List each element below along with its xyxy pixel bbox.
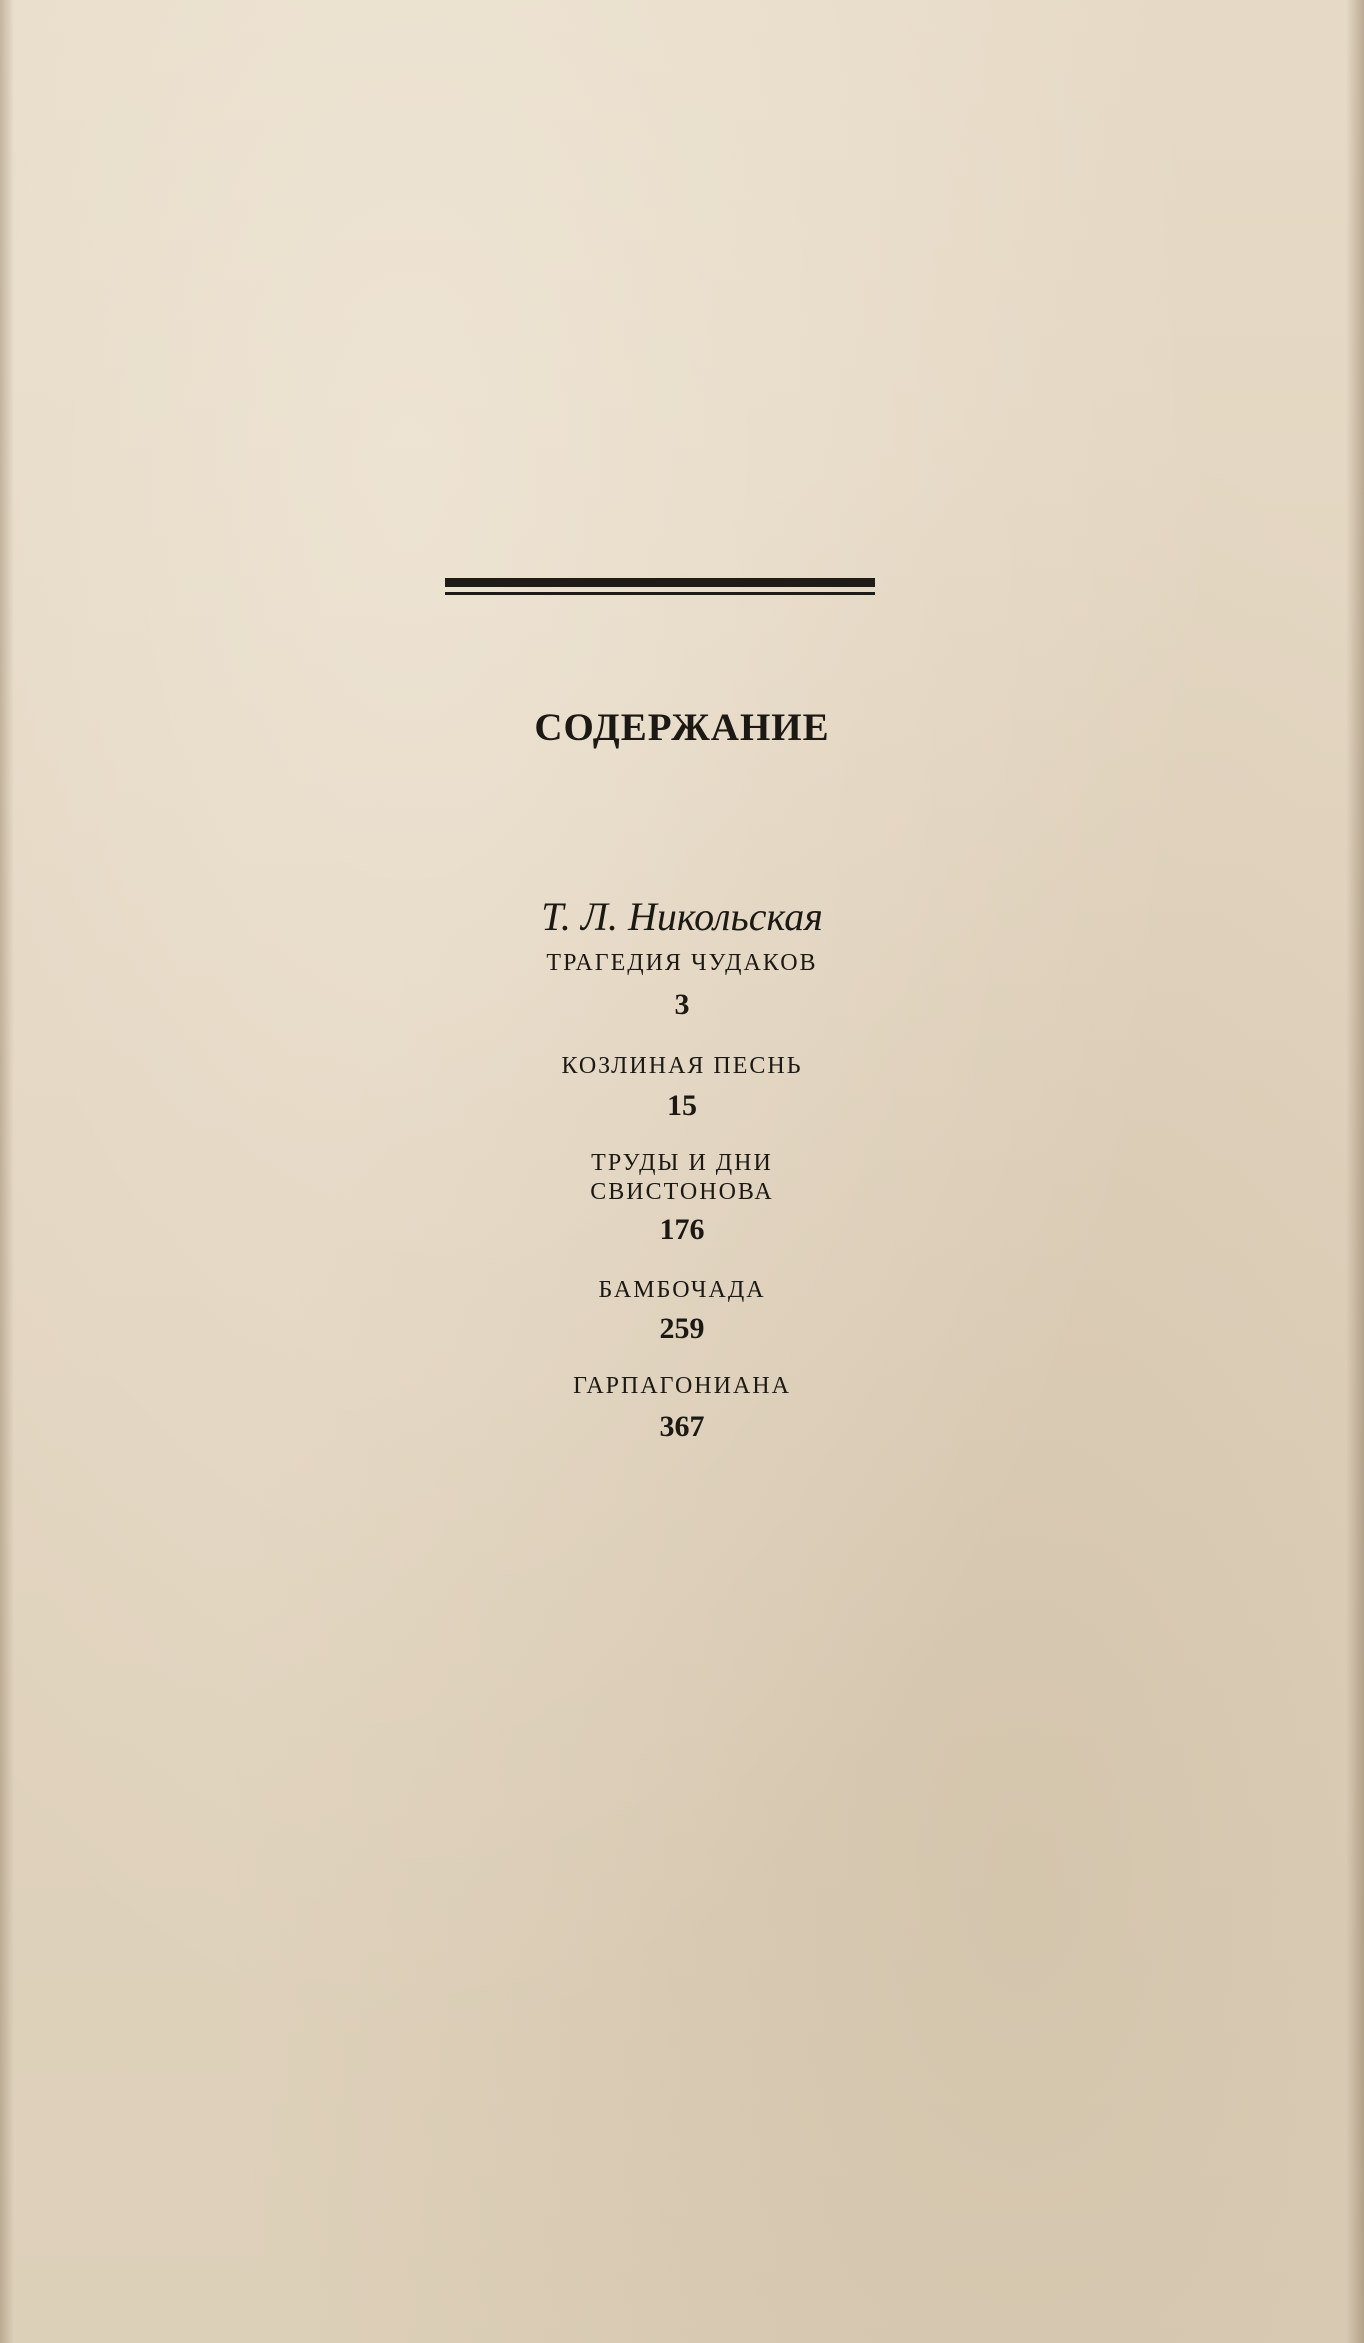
contents-heading: СОДЕРЖАНИЕ [534, 706, 830, 749]
toc-entry-page: 3 [674, 988, 690, 1021]
toc-entry-title-line1: ТРУДЫ И ДНИ [591, 1150, 773, 1176]
toc-entry-page: 367 [659, 1410, 705, 1443]
toc-entry-title: ГАРПАГОНИАНА [573, 1373, 791, 1399]
toc-entry-page: 259 [659, 1312, 705, 1345]
author-name: Т. Л. Никольская [541, 894, 823, 939]
decorative-rule-thick [445, 578, 875, 587]
toc-entry-title-line2: СВИСТОНОВА [590, 1179, 774, 1205]
decorative-rule-thin [445, 592, 875, 595]
toc-entry-title: ТРАГЕДИЯ ЧУДАКОВ [546, 950, 818, 976]
toc-entry-title: БАМБОЧАДА [598, 1277, 766, 1303]
toc-entry-page: 15 [667, 1089, 697, 1122]
toc-entry-page: 176 [659, 1213, 705, 1246]
toc-entry-title: КОЗЛИНАЯ ПЕСНЬ [561, 1053, 803, 1079]
